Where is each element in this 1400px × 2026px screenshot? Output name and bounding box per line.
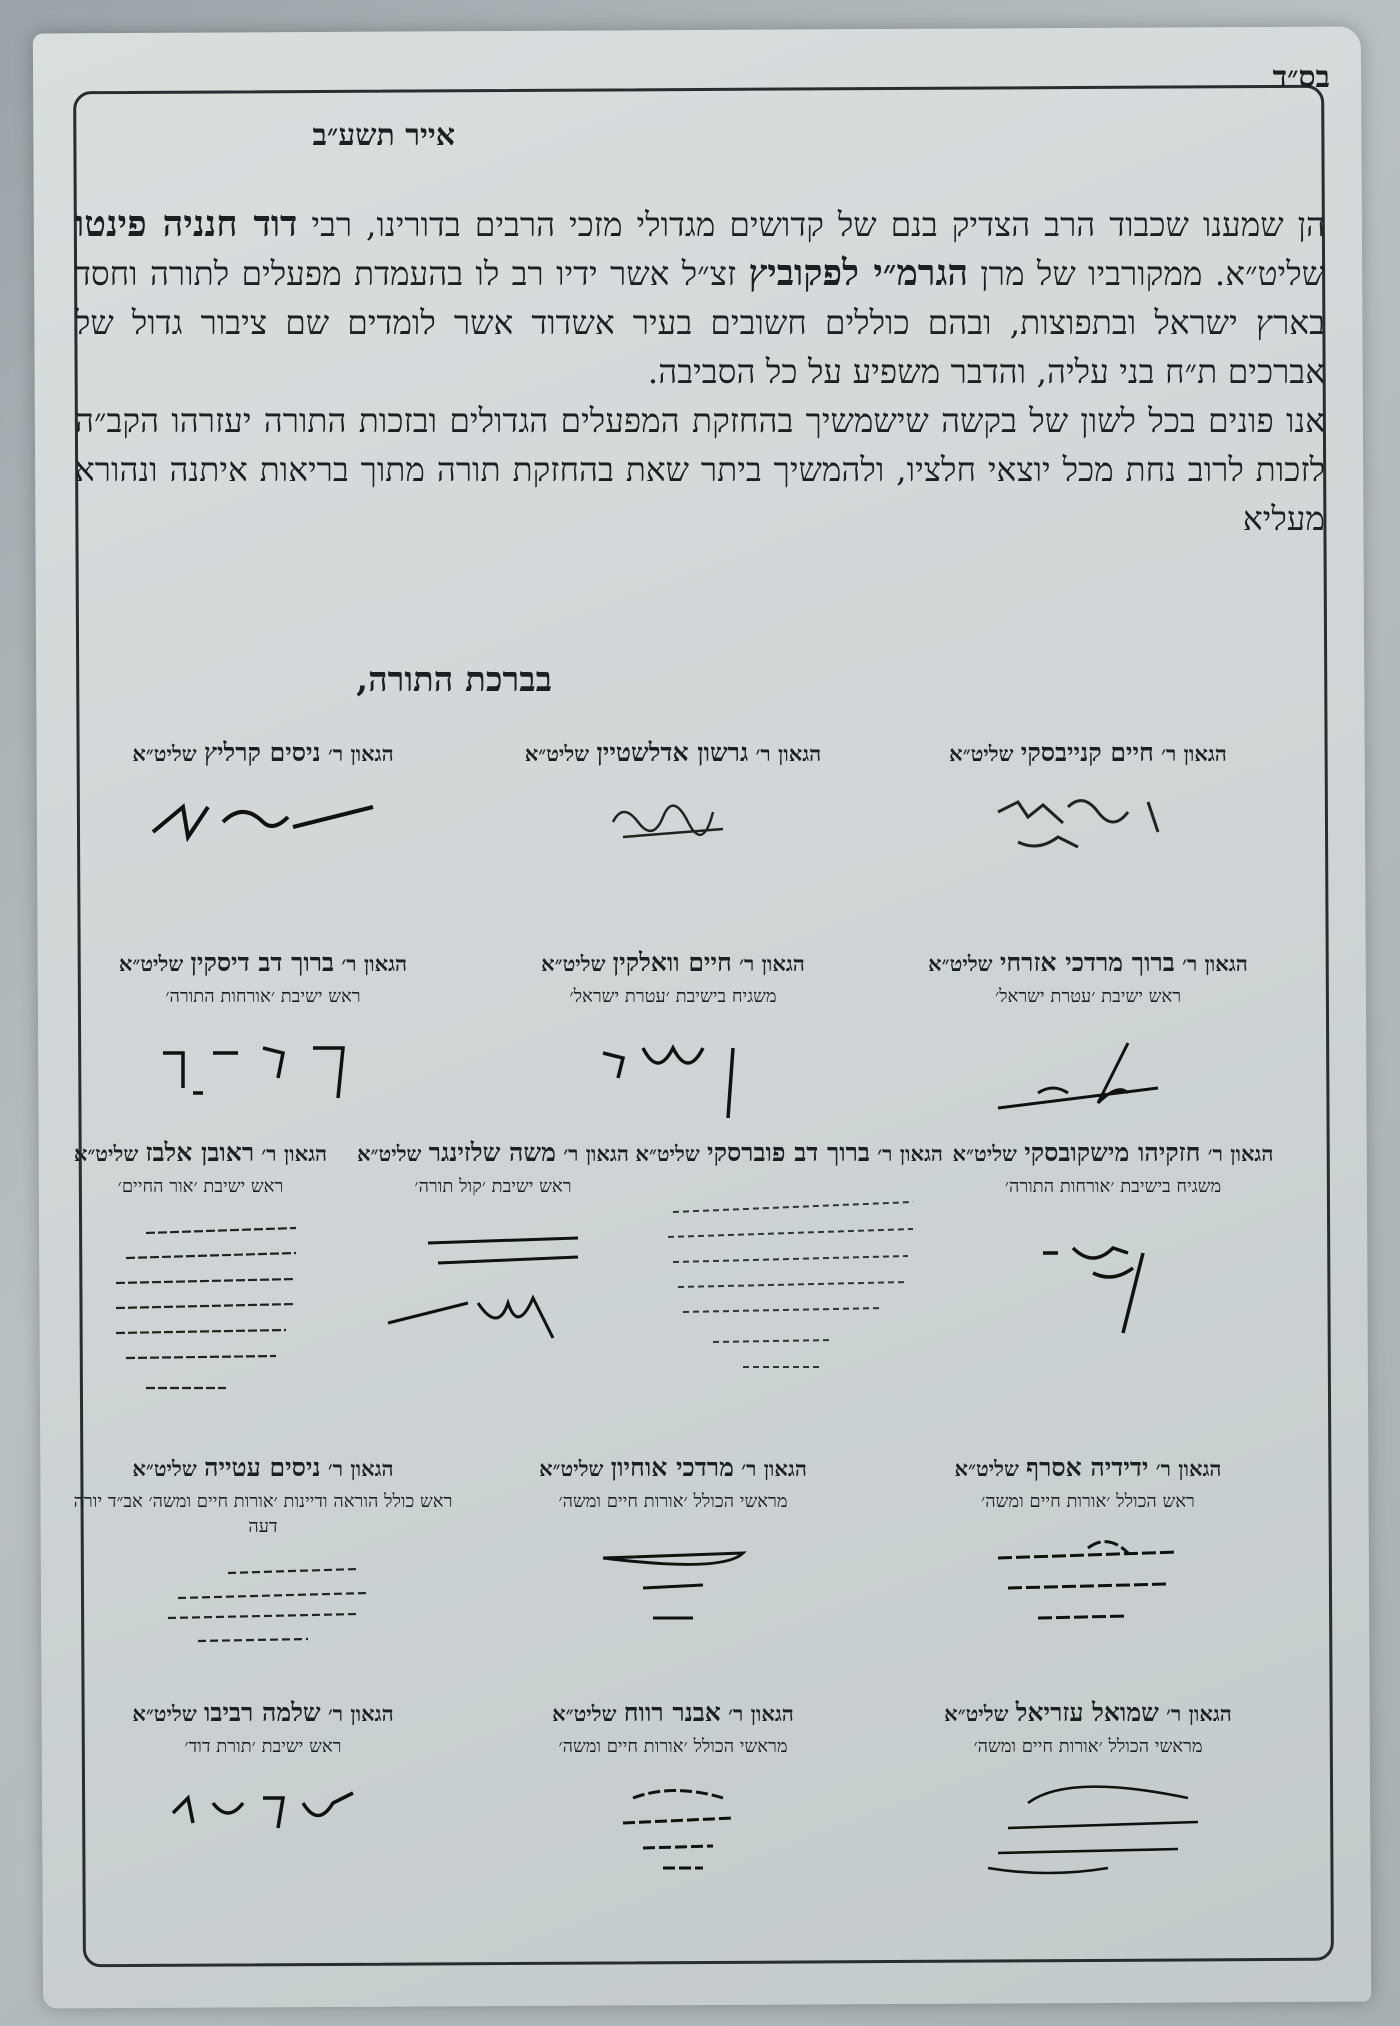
signatory-block [68,1453,458,1653]
signatory-name: הגאון ר׳ ברוך דב פוברסקי שליט״א [635,1138,943,1167]
signatory-name: הגאון ר׳ ברוך דב דיסקין שליט״א [118,948,408,977]
signatory-name: הגאון ר׳ ידידיה אסרף שליט״א [954,1453,1222,1482]
rabbi-name: הגרמ״י לפקוביץ [748,252,969,294]
signatory-title: ראש ישיבת ׳עטרת ישראל׳ [994,986,1182,1007]
signatory-name: הגאון ר׳ אבנר רווח שליט״א [552,1698,794,1727]
signatory-block [478,948,868,1123]
text-run: הן שמענו שכבוד הרב הצדיק בנם של קדושים מגדולי מזכי הרבים בדורינו, רבי [297,205,1325,244]
signatory-title: ראש כולל הוראה ודיינות ׳אורות חיים ומשה׳ אב״ד יורה דעה [73,1491,453,1537]
signatory-name: הגאון ר׳ חזקיהו מישקובסקי שליט״א [952,1138,1274,1167]
handwritten-signature [573,1023,773,1123]
handwritten-signature [958,1773,1218,1883]
handwritten-signature [133,1023,393,1113]
closing-blessing: בברכת התורה, [356,660,552,700]
signatory-title: משגיח בישיבת ׳עטרת ישראל׳ [569,986,777,1007]
signatory-block [893,1453,1283,1638]
signatory-name: הגאון ר׳ שמואל עזריאל שליט״א [944,1698,1232,1727]
signatory-block [478,1698,868,1883]
signatory-block [68,738,458,862]
handwritten-signature [143,1773,383,1853]
handwritten-signature [593,782,753,852]
signatory-name: הגאון ר׳ ניסים עטייה שליט״א [132,1453,394,1482]
handwritten-signature [573,1773,773,1883]
signatory-title: מראשי הכולל ׳אורות חיים ומשה׳ [558,1736,788,1757]
honoree-name: דוד חנניה פינטו [75,203,298,245]
paragraph-1 [75,200,1325,396]
signatory-name: הגאון ר׳ שלמה רביבו שליט״א [132,1698,394,1727]
signatory-block [68,1698,458,1853]
paragraph-2: אנו פונים בכל לשון של בקשה שישמשיך בהחזקת המפעלים הגדולים ובזכות התורה יעזרהו הקב״ה לזכות לרוב נחת מכל יוצאי חלציו, ולהמשיך ביתר שאת בהחזקת תורה מתוך בריאות איתנה ונהורא מעליא [75,401,1325,538]
signatory-name: הגאון ר׳ ניסים קרליץ שליט״א [132,738,394,767]
handwritten-signature [978,782,1198,862]
handwritten-signature [133,782,393,862]
signatory-block [343,1138,643,1363]
signatory-name: הגאון ר׳ חיים קנייבסקי שליט״א [949,738,1227,767]
signatory-title: מראשי הכולל ׳אורות חיים ומשה׳ [973,1736,1203,1757]
handwritten-signature [368,1213,618,1363]
handwritten-note [653,1182,933,1382]
handwritten-note [86,1213,316,1413]
handwritten-signature [968,1528,1208,1638]
signatory-title: ראש הכולל ׳אורות חיים ומשה׳ [981,1491,1195,1512]
signatory-title: ראש ישיבת ׳אורחות התורה׳ [165,986,361,1007]
signatory-name: הגאון ר׳ חיים וואלקין שליט״א [541,948,805,977]
signatory-name: הגאון ר׳ מרדכי אוחיון שליט״א [539,1453,807,1482]
signatory-block [635,1138,943,1382]
signatory-name: הגאון ר׳ ברוך מרדכי אזרחי שליט״א [928,948,1248,977]
text-run: זצ״ל אשר ידיו רב לו בהעמדת מפעלים לתורה וחסד בארץ ישראל ובתפוצות, ובהם כוללים חשובים בעיר אשדוד אשר לומדים שם ציבור גדול של אברכים ת״ח בני עליה, והדבר משפיע על כל הסביבה. [75,254,1325,391]
signatory-block [893,1698,1283,1883]
signatory-block [948,1138,1278,1343]
signatory-block [893,948,1283,1123]
signatures-grid [58,738,1283,1928]
letter-body [75,200,1325,543]
signatory-block [893,738,1283,862]
signatory-name: הגאון ר׳ משה שלזינגר שליט״א [357,1138,629,1167]
signatory-name: הגאון ר׳ ראובן אלבז שליט״א [73,1138,328,1167]
signatory-block [58,1138,343,1413]
signatory-title: מראשי הכולל ׳אורות חיים ומשה׳ [558,1491,788,1512]
signatory-title: ראש ישיבת ׳אור החיים׳ [117,1176,284,1197]
bsd-header: בס״ד [1272,60,1330,95]
signatory-title: משגיח בישיבת ׳אורחות התורה׳ [1004,1176,1222,1197]
signatory-title: ראש ישיבת ׳קול תורה׳ [414,1176,572,1197]
handwritten-signature [573,1528,773,1638]
handwritten-signature [978,1023,1198,1123]
signatory-block [478,1453,868,1638]
handwritten-signature [138,1553,388,1653]
text-run: שליט״א. ממקורביו של מרן [968,254,1325,293]
signatory-title: ראש ישיבת ׳תורת דוד׳ [184,1736,342,1757]
hebrew-date: אייר תשע״ב [312,118,455,153]
signatory-block [478,738,868,852]
handwritten-signature [1013,1213,1213,1343]
signatory-block [68,948,458,1113]
signatory-name: הגאון ר׳ גרשון אדלשטיין שליט״א [524,738,822,767]
